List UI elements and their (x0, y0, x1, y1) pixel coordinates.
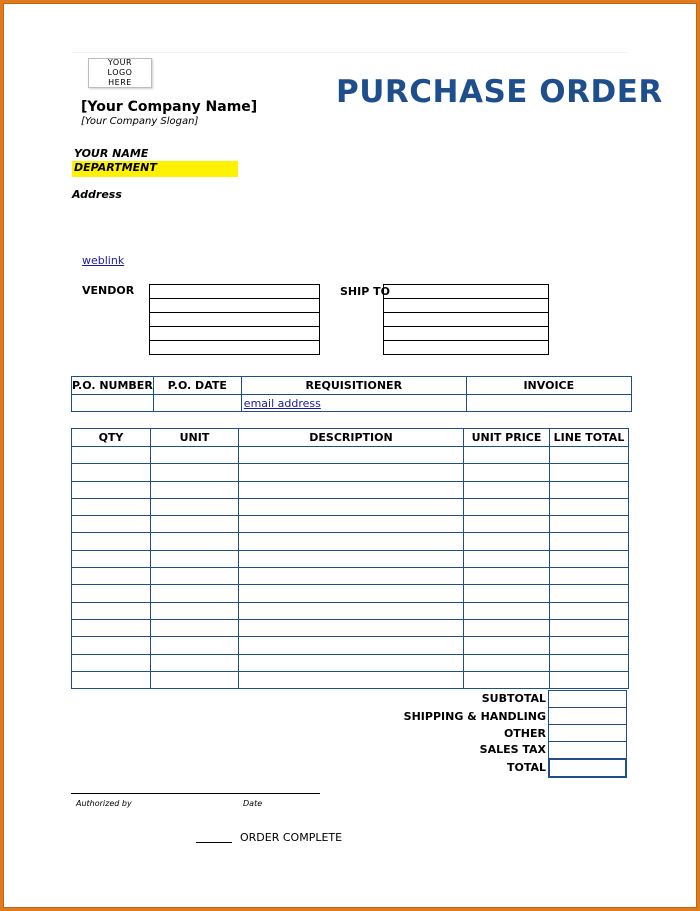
table-row (72, 498, 629, 515)
unit-cell[interactable] (151, 481, 239, 498)
page-title: PURCHASE ORDER (336, 74, 663, 110)
order-complete-checkline[interactable] (196, 842, 232, 843)
your-name[interactable]: YOUR NAME (74, 147, 149, 160)
table-row (72, 481, 629, 498)
table-row (72, 447, 629, 464)
description-header: DESCRIPTION (239, 429, 464, 447)
vendor-line[interactable] (150, 313, 320, 327)
table-row (72, 516, 629, 533)
line-total-cell[interactable] (550, 671, 629, 688)
line-total-cell[interactable] (550, 516, 629, 533)
unit-price-cell[interactable] (464, 533, 550, 550)
unit-price-cell[interactable] (464, 654, 550, 671)
description-cell[interactable] (239, 481, 464, 498)
unit-price-cell[interactable] (464, 585, 550, 602)
unit-cell[interactable] (151, 619, 239, 636)
subtotal-field[interactable] (548, 690, 627, 708)
qty-cell[interactable] (72, 637, 151, 654)
line-total-cell[interactable] (550, 568, 629, 585)
line-total-cell[interactable] (550, 464, 629, 481)
ship-to-line[interactable] (384, 313, 549, 327)
requisitioner-cell[interactable] (241, 395, 466, 412)
subtotal-label: SUBTOTAL (481, 692, 546, 705)
sales-tax-label: SALES TAX (479, 743, 546, 756)
line-total-cell[interactable] (550, 498, 629, 515)
shipping-label: SHIPPING & HANDLING (403, 710, 546, 723)
invoice-cell[interactable] (466, 395, 631, 412)
line-total-cell[interactable] (550, 637, 629, 654)
ship-to-line[interactable] (384, 327, 549, 341)
table-row (72, 533, 629, 550)
vendor-line[interactable] (150, 299, 320, 313)
qty-cell[interactable] (72, 602, 151, 619)
unit-cell[interactable] (151, 516, 239, 533)
description-cell[interactable] (239, 464, 464, 481)
date-label: Date (243, 799, 263, 808)
ship-to-line[interactable] (384, 285, 549, 299)
vendor-box[interactable] (149, 284, 320, 355)
unit-cell[interactable] (151, 550, 239, 567)
vendor-label: VENDOR (82, 284, 135, 297)
order-complete-label: ORDER COMPLETE (240, 831, 343, 844)
qty-cell[interactable] (72, 654, 151, 671)
invoice-header: INVOICE (466, 377, 631, 395)
line-total-cell[interactable] (550, 550, 629, 567)
unit-price-cell[interactable] (464, 568, 550, 585)
ship-to-line[interactable] (384, 299, 549, 313)
unit-header: UNIT (151, 429, 239, 447)
unit-price-cell[interactable] (464, 498, 550, 515)
shipping-field[interactable] (548, 707, 627, 725)
company-name[interactable]: [Your Company Name] (81, 99, 258, 115)
ship-to-label: SHIP TO (340, 285, 390, 298)
description-cell[interactable] (239, 619, 464, 636)
line-total-header: LINE TOTAL (550, 429, 629, 447)
other-label: OTHER (503, 727, 546, 740)
qty-cell[interactable] (72, 498, 151, 515)
vendor-line[interactable] (150, 285, 320, 299)
table-row (72, 671, 629, 688)
description-cell[interactable] (239, 654, 464, 671)
total-label: TOTAL (506, 761, 546, 774)
unit-price-cell[interactable] (464, 516, 550, 533)
line-total-cell[interactable] (550, 447, 629, 464)
unit-cell[interactable] (151, 602, 239, 619)
table-row (72, 654, 629, 671)
unit-price-cell[interactable] (464, 550, 550, 567)
description-cell[interactable] (239, 498, 464, 515)
unit-cell[interactable] (151, 533, 239, 550)
company-slogan[interactable]: [Your Company Slogan] (81, 116, 199, 127)
description-cell[interactable] (239, 637, 464, 654)
email-link[interactable]: email address (243, 396, 321, 410)
qty-cell[interactable] (72, 533, 151, 550)
description-cell[interactable] (239, 585, 464, 602)
qty-cell[interactable] (72, 585, 151, 602)
ship-to-box[interactable] (383, 284, 549, 355)
unit-price-cell[interactable] (464, 671, 550, 688)
qty-cell[interactable] (72, 481, 151, 498)
line-total-cell[interactable] (550, 481, 629, 498)
top-rule (72, 52, 628, 53)
unit-price-cell[interactable] (464, 619, 550, 636)
line-total-cell[interactable] (550, 585, 629, 602)
description-cell[interactable] (239, 533, 464, 550)
description-cell[interactable] (239, 671, 464, 688)
unit-cell[interactable] (151, 498, 239, 515)
unit-cell[interactable] (151, 447, 239, 464)
unit-cell[interactable] (151, 585, 239, 602)
unit-cell[interactable] (151, 568, 239, 585)
ship-to-line[interactable] (384, 341, 549, 355)
signature-line[interactable] (71, 793, 320, 794)
other-field[interactable] (548, 724, 627, 742)
table-row (72, 585, 629, 602)
unit-price-cell[interactable] (464, 602, 550, 619)
unit-cell[interactable] (151, 654, 239, 671)
description-cell[interactable] (239, 602, 464, 619)
line-total-cell[interactable] (550, 654, 629, 671)
authorized-by-label: Authorized by (76, 799, 132, 808)
line-total-cell[interactable] (550, 619, 629, 636)
qty-cell[interactable] (72, 464, 151, 481)
requisitioner-header: REQUISITIONER (241, 377, 466, 395)
vendor-line[interactable] (150, 341, 320, 355)
table-row (72, 550, 629, 567)
unit-price-header: UNIT PRICE (464, 429, 550, 447)
weblink[interactable]: weblink (82, 254, 125, 267)
description-cell[interactable] (239, 516, 464, 533)
unit-price-cell[interactable] (464, 637, 550, 654)
qty-cell[interactable] (72, 447, 151, 464)
table-row (72, 464, 629, 481)
line-items-table (71, 428, 629, 689)
unit-price-cell[interactable] (464, 481, 550, 498)
total-field[interactable] (548, 758, 627, 778)
vendor-line[interactable] (150, 327, 320, 341)
table-row (72, 637, 629, 654)
line-total-cell[interactable] (550, 602, 629, 619)
line-total-cell[interactable] (550, 533, 629, 550)
description-cell[interactable] (239, 447, 464, 464)
po-date-header: P.O. DATE (153, 377, 241, 395)
qty-cell[interactable] (72, 568, 151, 585)
sales-tax-field[interactable] (548, 741, 627, 759)
table-row (72, 602, 629, 619)
qty-cell[interactable] (72, 671, 151, 688)
table-row (72, 619, 629, 636)
line-items-body (72, 447, 629, 689)
unit-price-cell[interactable] (464, 464, 550, 481)
description-cell[interactable] (239, 568, 464, 585)
po-number-cell[interactable] (72, 395, 154, 412)
unit-price-cell[interactable] (464, 447, 550, 464)
qty-cell[interactable] (72, 619, 151, 636)
unit-cell[interactable] (151, 464, 239, 481)
qty-header: QTY (72, 429, 151, 447)
unit-cell[interactable] (151, 637, 239, 654)
department-field[interactable]: DEPARTMENT (72, 161, 238, 177)
logo-text: YOUR LOGO HERE (107, 58, 133, 87)
logo-placeholder (88, 58, 152, 88)
po-date-cell[interactable] (153, 395, 241, 412)
po-number-header: P.O. NUMBER (72, 377, 154, 395)
po-info-table (71, 376, 632, 412)
unit-cell[interactable] (151, 671, 239, 688)
table-row (72, 568, 629, 585)
qty-cell[interactable] (72, 516, 151, 533)
qty-cell[interactable] (72, 550, 151, 567)
address-field[interactable]: Address (72, 188, 122, 201)
description-cell[interactable] (239, 550, 464, 567)
